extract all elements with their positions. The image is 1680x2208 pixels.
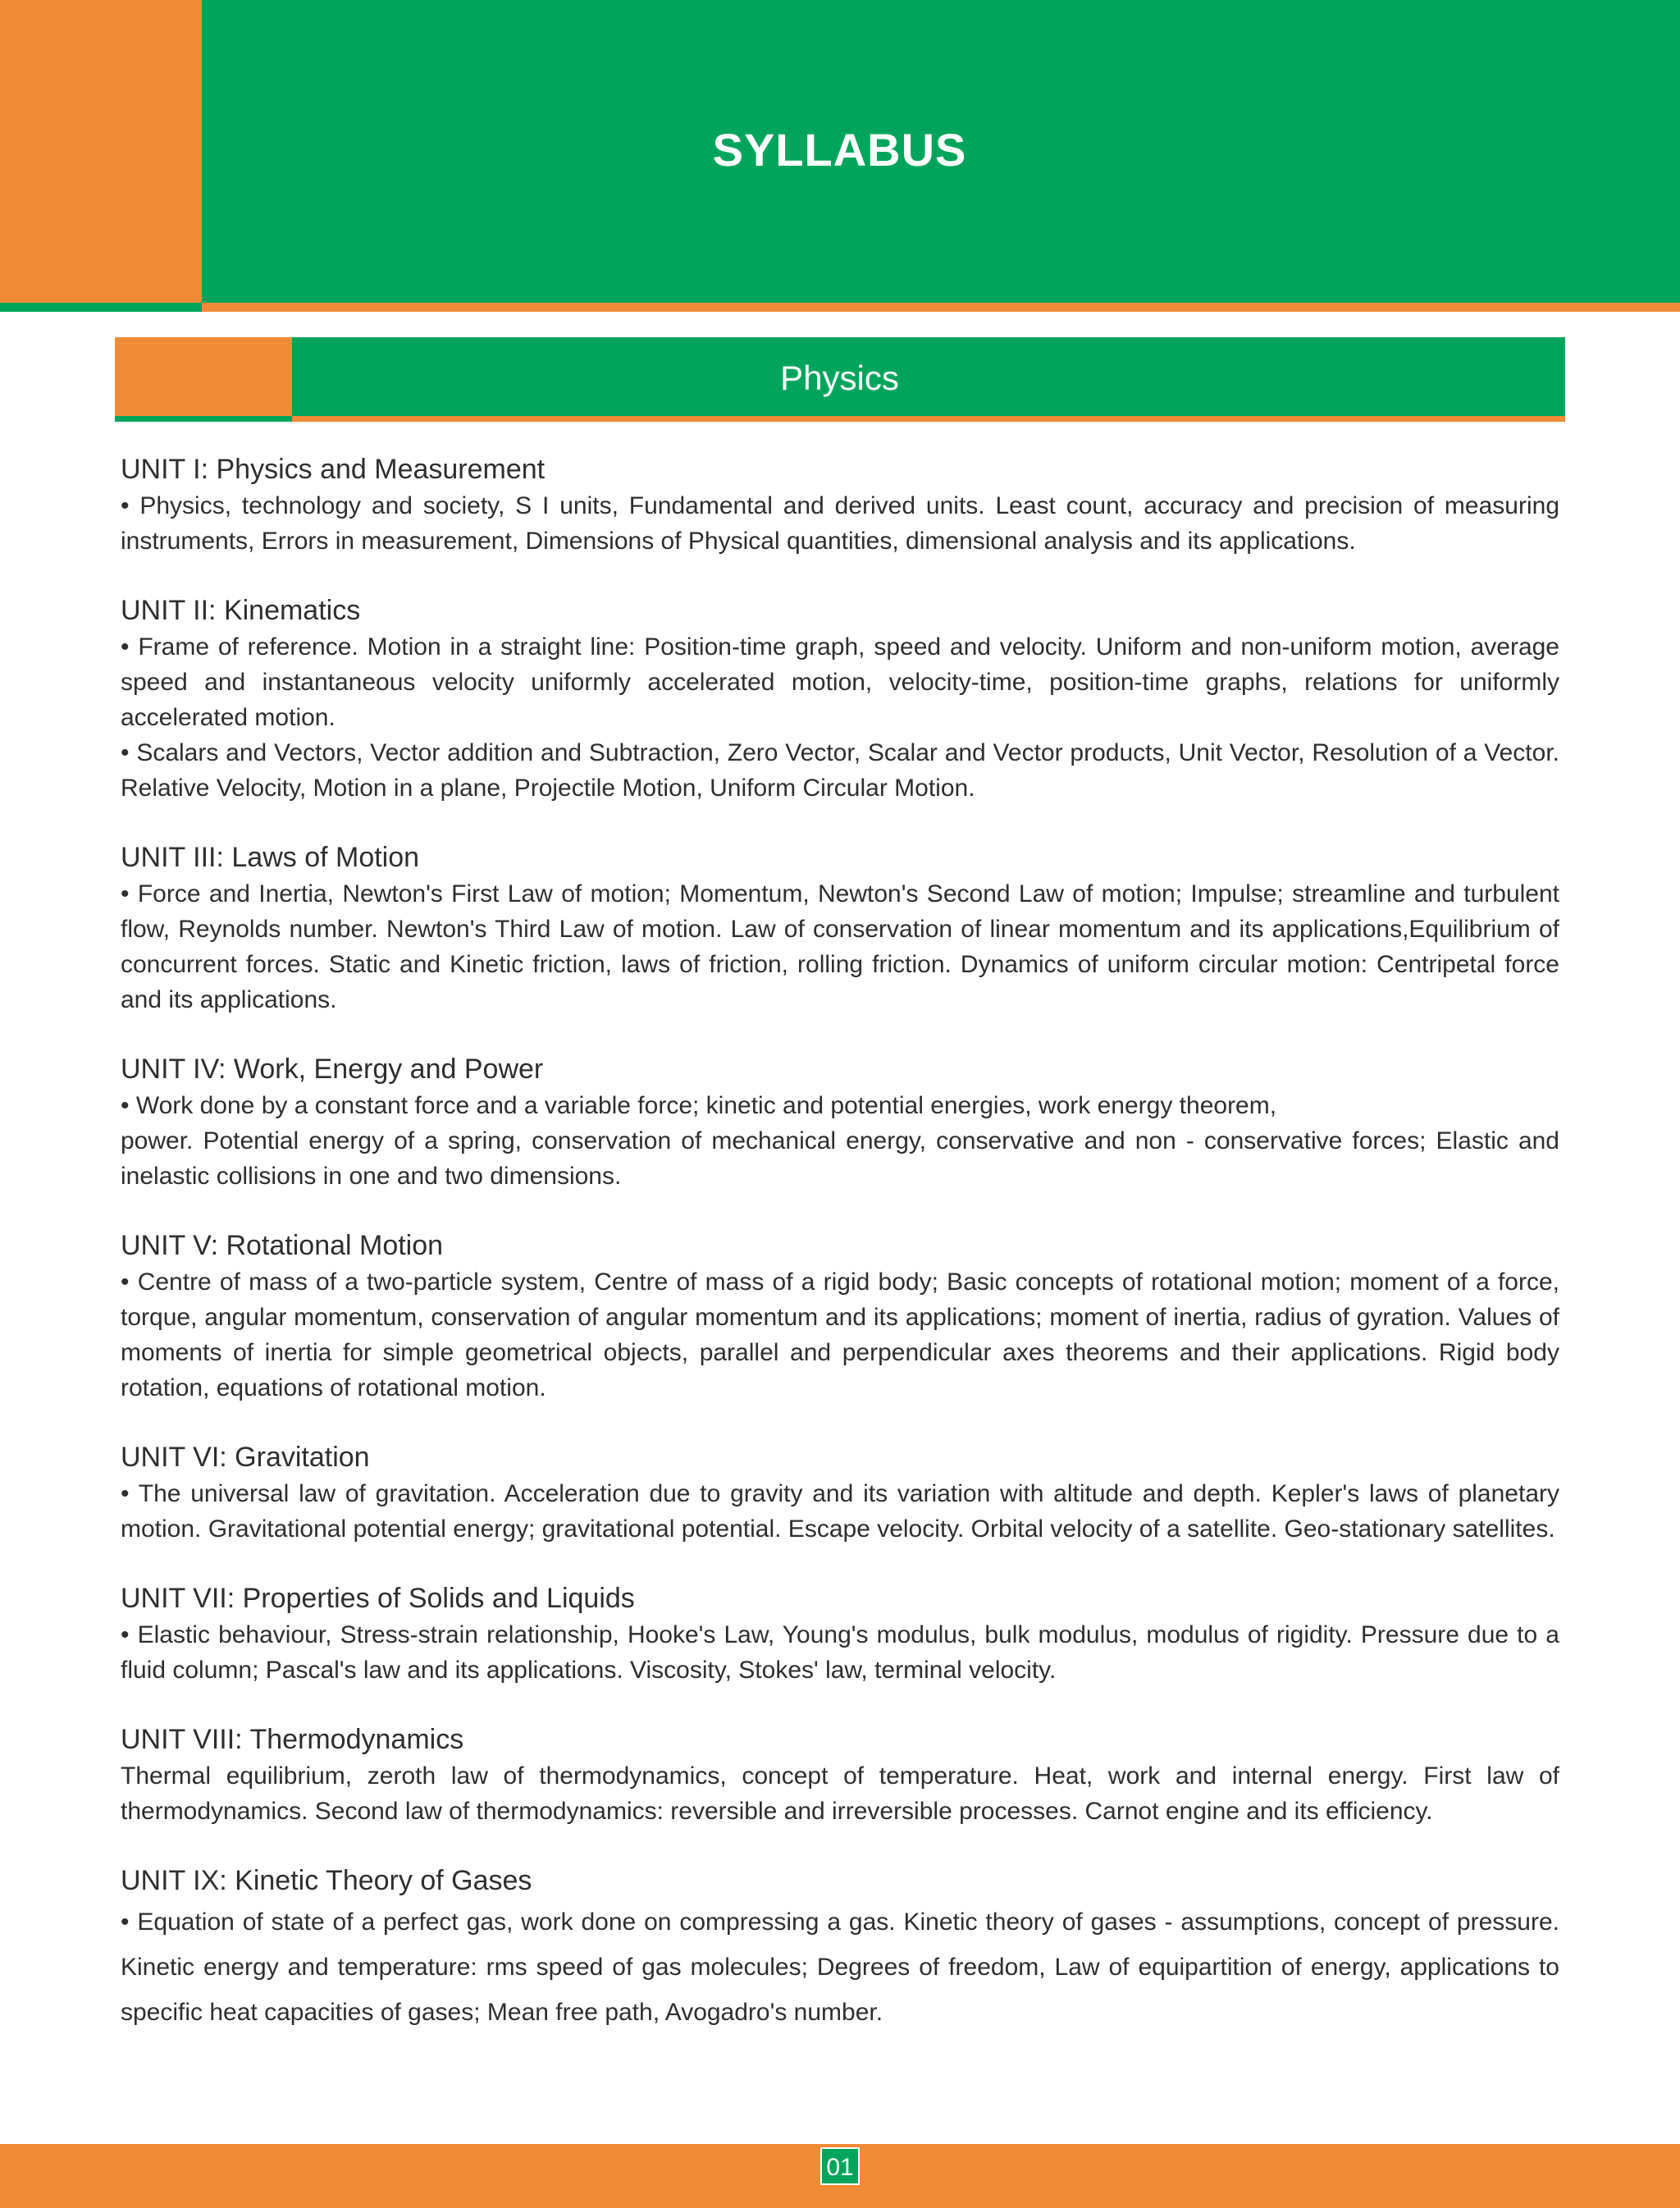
unit-paragraph: • Elastic behaviour, Stress-strain relationship, Hooke's Law, Young's modulus, bulk modulus, modulus of rigidity. Pressure due to a fluid column; Pascal's law and its applications. Viscosity, Stokes' law, terminal velocity.: [121, 1621, 1559, 1684]
unit-section: [121, 1579, 1559, 1688]
page-number: 01: [820, 2147, 860, 2185]
unit-title: UNIT I: Physics and Measurement: [121, 454, 546, 485]
unit-title: UNIT VII: Properties of Solids and Liquids: [121, 1583, 635, 1614]
unit-section: [121, 592, 1559, 806]
unit-title: UNIT IV: Work, Energy and Power: [121, 1054, 544, 1085]
unit-paragraph: • Work done by a constant force and a variable force; kinetic and potential energies, work energy theorem,: [121, 1092, 1277, 1119]
unit-paragraph: • Centre of mass of a two-particle system, Centre of mass of a rigid body; Basic concepts of rotational motion; moment of a force, torque, angular momentum, conservation of angular momentum and its applications; moment of inertia, radius of gyration. Values of moments of inertia for simple geometrical objects, parallel and perpendicular axes theorems and their applications. Rigid body rotation, equations of rotational motion.: [121, 1269, 1559, 1401]
unit-title: UNIT III: Laws of Motion: [121, 842, 420, 873]
header-orange-block: [0, 0, 202, 303]
unit-paragraph: Thermal equilibrium, zeroth law of thermodynamics, concept of temperature. Heat, work and internal energy. First law of thermodynamics. Second law of thermodynamics: reversible and irreversible processes. Carnot engine and its efficiency.: [121, 1762, 1559, 1825]
subject-orange-block: [115, 337, 292, 416]
unit-title: UNIT II: Kinematics: [121, 595, 361, 626]
unit-section: [121, 450, 1559, 559]
unit-paragraph: • Force and Inertia, Newton's First Law of motion; Momentum, Newton's Second Law of motion; Impulse; streamline and turbulent flow, Reynolds number. Newton's Third Law of motion. Law of conservation of linear momentum and its applications,Equilibrium of concurrent forces. Static and Kinetic friction, laws of friction, rolling friction. Dynamics of uniform circular motion: Centripetal force and its applications.: [121, 880, 1559, 1013]
unit-title: UNIT V: Rotational Motion: [121, 1230, 444, 1261]
header-green-underline: [202, 303, 1680, 312]
unit-section: [121, 1721, 1559, 1829]
unit-section: [121, 1227, 1559, 1406]
unit-paragraph: • Scalars and Vectors, Vector addition and Subtraction, Zero Vector, Scalar and Vector products, Unit Vector, Resolution of a Vector. Relative Velocity, Motion in a plane, Projectile Motion, Uniform Circular Motion.: [121, 739, 1559, 802]
unit-paragraph: • The universal law of gravitation. Acceleration due to gravity and its variation with altitude and depth. Kepler's laws of planetary motion. Gravitational potential energy; gravitational potential. Escape velocity. Orbital velocity of a satellite. Geo-stationary satellites.: [121, 1480, 1559, 1543]
subject-orange-underline: [115, 416, 292, 422]
unit-section: [121, 1438, 1559, 1547]
unit-paragraph: • Physics, technology and society, S I units, Fundamental and derived units. Least count, accuracy and precision of measuring instruments, Errors in measurement, Dimensions of Physical quantities, dimensional analysis and its applications.: [121, 492, 1559, 555]
unit-title: UNIT VI: Gravitation: [121, 1442, 370, 1473]
page-title: SYLLABUS: [712, 124, 967, 176]
unit-paragraph: power. Potential energy of a spring, conservation of mechanical energy, conservative and non - conservative forces; Elastic and inelastic collisions in one and two dimensions.: [121, 1127, 1559, 1190]
unit-title: UNIT VIII: Thermodynamics: [121, 1724, 464, 1755]
unit-section: [121, 839, 1559, 1017]
unit-paragraph: • Frame of reference. Motion in a straight line: Position-time graph, speed and velocity. Uniform and non-uniform motion, average speed and instantaneous velocity uniformly accelerated motion, velocity-time, position-time graphs, relations for uniformly accelerated motion.: [121, 633, 1559, 731]
syllabus-content: [121, 450, 1559, 2068]
unit-paragraph: • Equation of state of a perfect gas, work done on compressing a gas. Kinetic theory of gases - assumptions, concept of pressure. Kinetic energy and temperature: rms speed of gas molecules; Degrees of freedom, Law of equipartition of energy, applications to specific heat capacities of gases; Mean free path, Avogadro's number.: [121, 1909, 1559, 2026]
unit-section: [121, 1862, 1559, 2035]
header-orange-underline: [0, 303, 202, 312]
subject-title: Physics: [780, 359, 899, 397]
unit-section: [121, 1050, 1559, 1194]
subject-green-underline: [292, 416, 1565, 422]
unit-title: UNIT IX: Kinetic Theory of Gases: [121, 1865, 532, 1896]
